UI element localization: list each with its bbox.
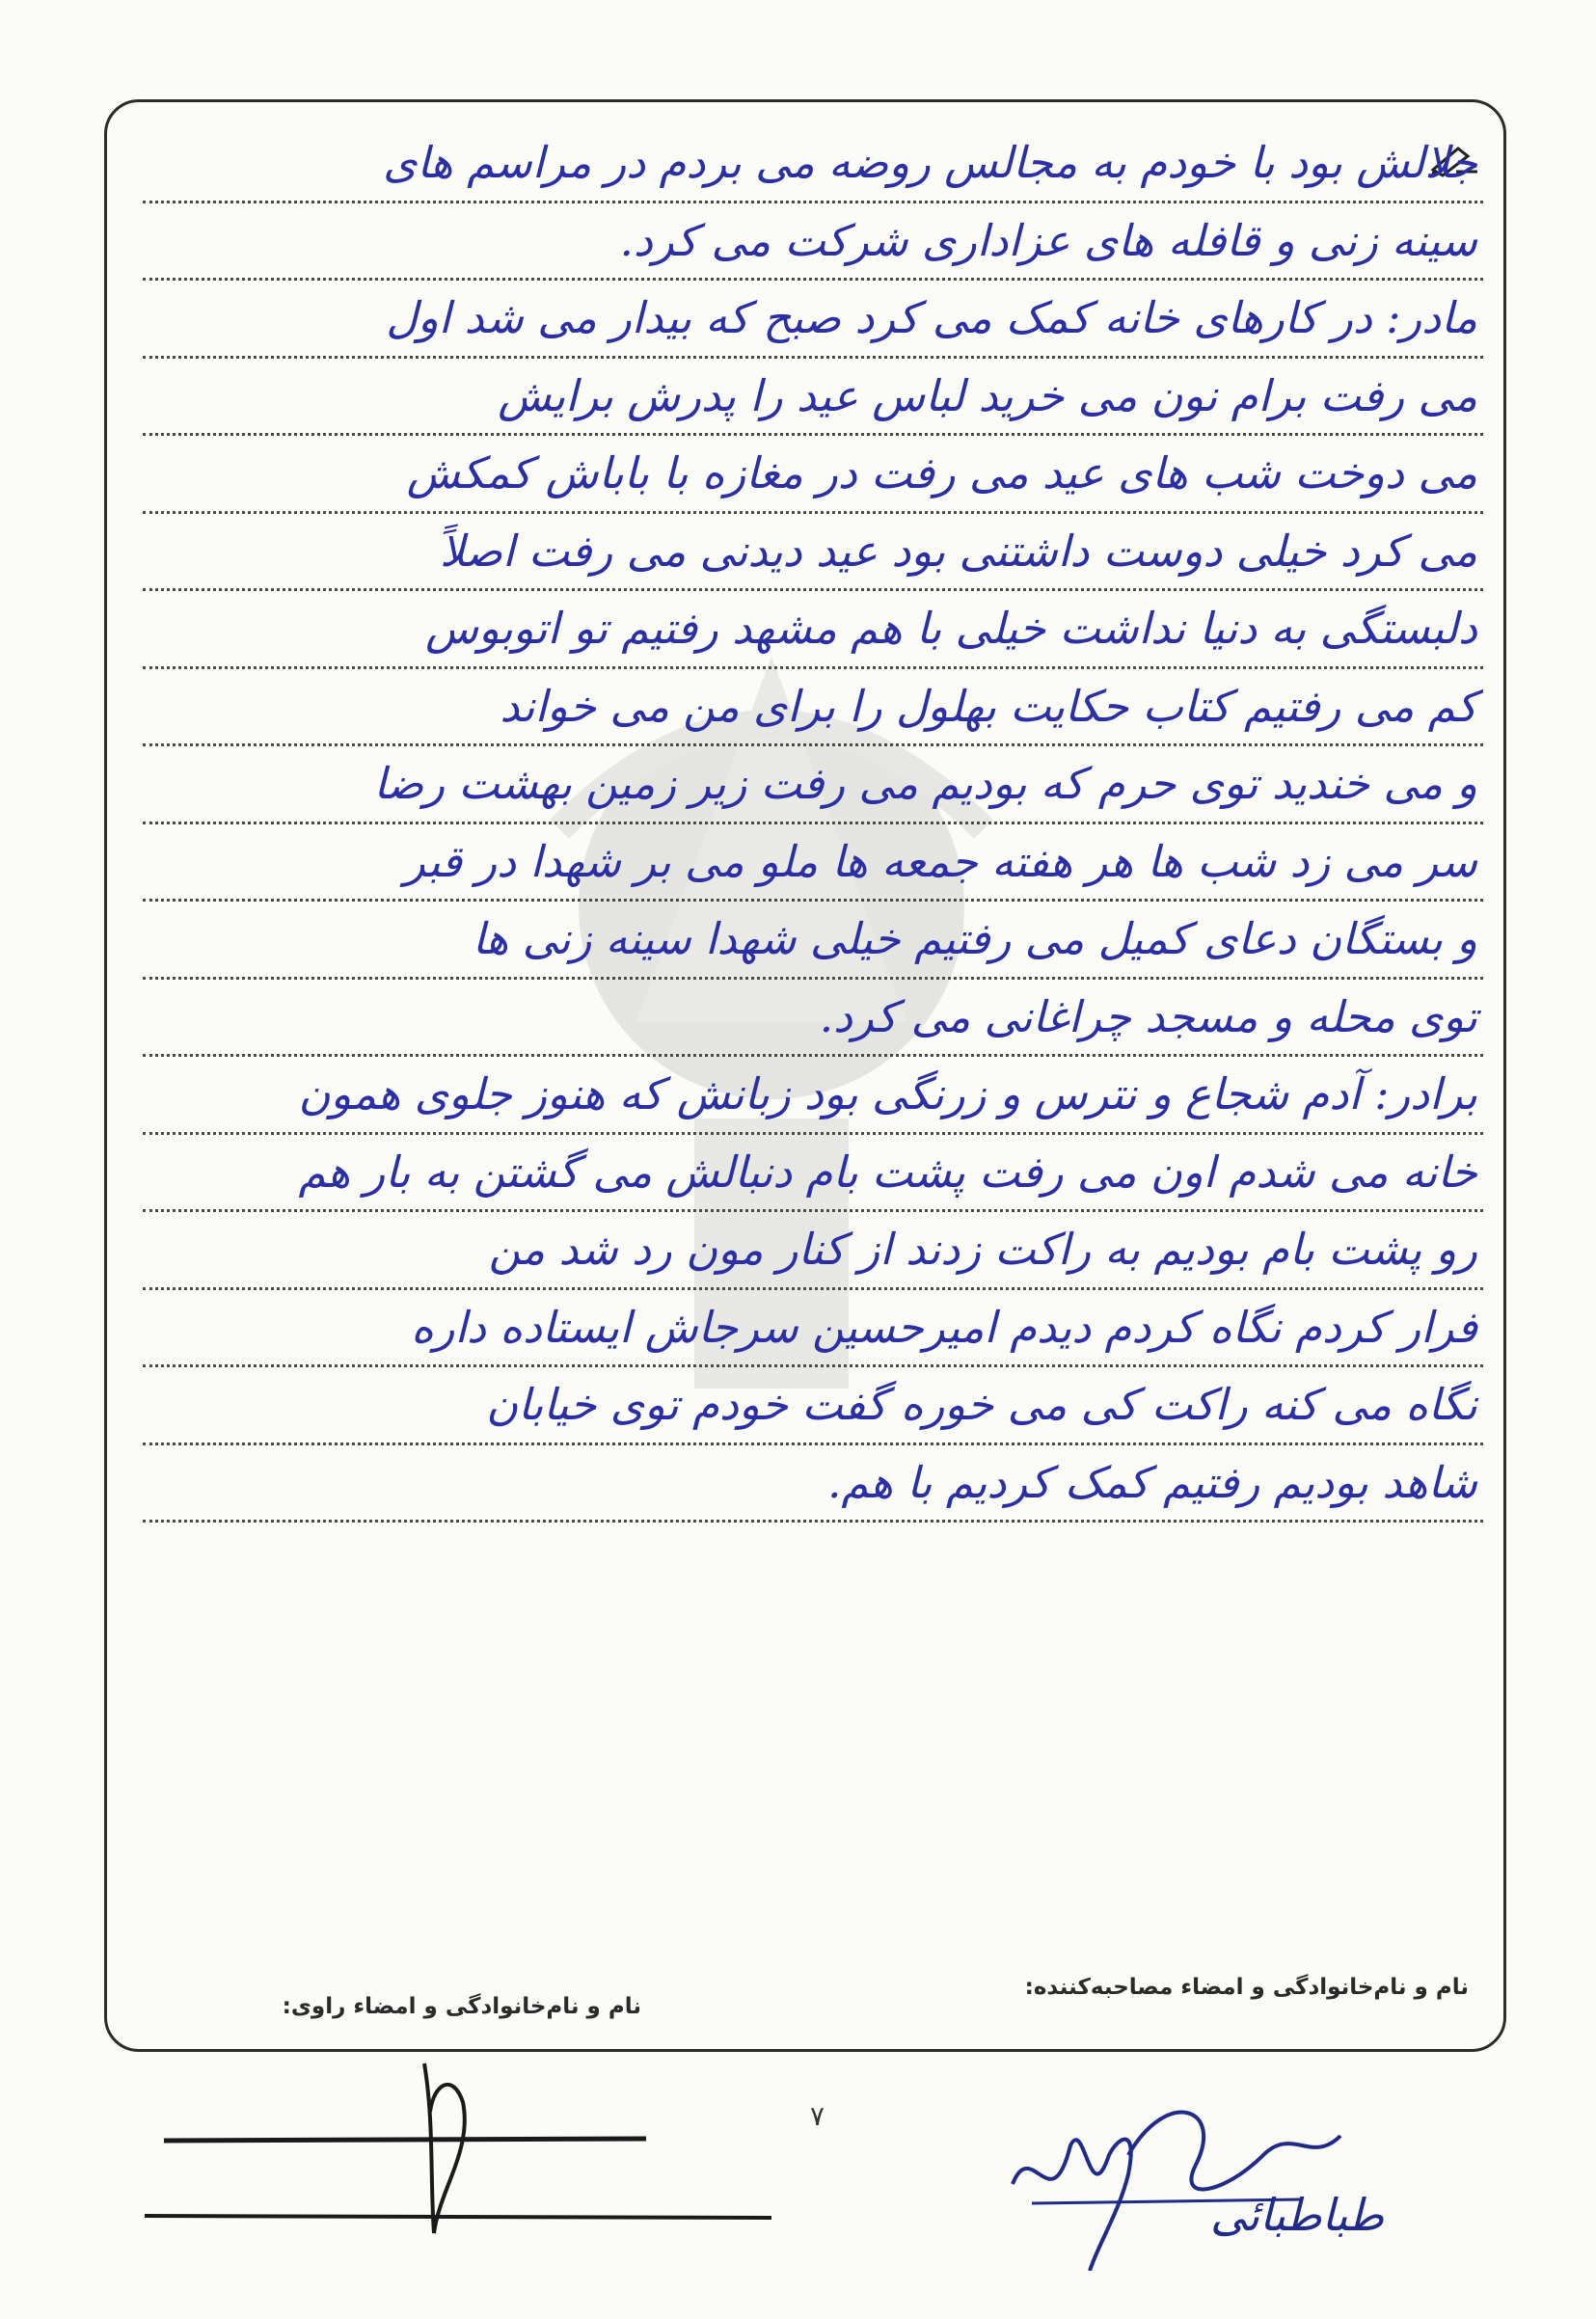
text-line: دلبستگی به دنیا نداشت خیلی با هم مشهد رفتیم تو اتوبوس xyxy=(143,601,1483,679)
handwritten-text-lines xyxy=(143,135,1483,1532)
text-line: و بستگان دعای کمیل می رفتیم خیلی شهدا سینه زنی ها xyxy=(143,911,1483,989)
text-line: می رفت برام نون می خرید لباس عید را پدرش برایش xyxy=(143,368,1483,446)
text-line: شاهد بودیم رفتیم کمک کردیم با هم. xyxy=(143,1455,1483,1533)
text-line: توی محله و مسجد چراغانی می کرد. xyxy=(143,989,1483,1067)
text-line: سینه زنی و قافله های عزاداری شرکت می کرد. xyxy=(143,213,1483,291)
text-line: فرار کردم نگاه کردم دیدم امیرحسین سرجاش ایستاده داره xyxy=(143,1300,1483,1378)
text-line: برادر: آدم شجاع و نترس و زرنگی بود زبانش که هنوز جلوی همون xyxy=(143,1066,1483,1145)
text-line: می کرد خیلی دوست داشتنی بود عید دیدنی می رفت اصلاً xyxy=(143,524,1483,602)
text-line: کم می رفتیم کتاب حکایت بهلول را برای من می خواند xyxy=(143,679,1483,757)
narrator-signature-label: نام و نام‌خانوادگی و امضاء راوی: xyxy=(282,1994,641,2019)
text-line: رو پشت بام بودیم به راکت زدند از کنار مون رد شد من xyxy=(143,1222,1483,1300)
text-line: خانه می شدم اون می رفت پشت بام دنبالش می گشتن به بار هم xyxy=(143,1145,1483,1223)
text-line: سر می زد شب ها هر هفته جمعه ها ملو می بر شهدا در قبر xyxy=(143,834,1483,912)
text-line: می دوخت شب های عید می رفت در مغازه با باباش کمکش xyxy=(143,445,1483,524)
text-line: مادر: در کارهای خانه کمک می کرد صبح که بیدار می شد اول xyxy=(143,290,1483,368)
interviewer-signature-label: نام و نام‌خانوادگی و امضاء مصاحبه‌کننده: xyxy=(1024,1975,1469,2000)
narrator-signature xyxy=(145,2044,800,2276)
interviewer-signature xyxy=(974,2078,1418,2271)
text-line: جلالش بود با خودم به مجالس روضه می بردم در مراسم های xyxy=(143,135,1483,213)
signature-labels xyxy=(135,1975,1490,2019)
text-line: و می خندید توی حرم که بودیم می رفت زیر زمین بهشت رضا xyxy=(143,756,1483,834)
page-number: ۷ xyxy=(810,2100,825,2132)
text-line: نگاه می کنه راکت کی می خوره گفت خودم توی خیابان xyxy=(143,1377,1483,1455)
handwritten-name: طباطبائی xyxy=(1210,2189,1385,2241)
